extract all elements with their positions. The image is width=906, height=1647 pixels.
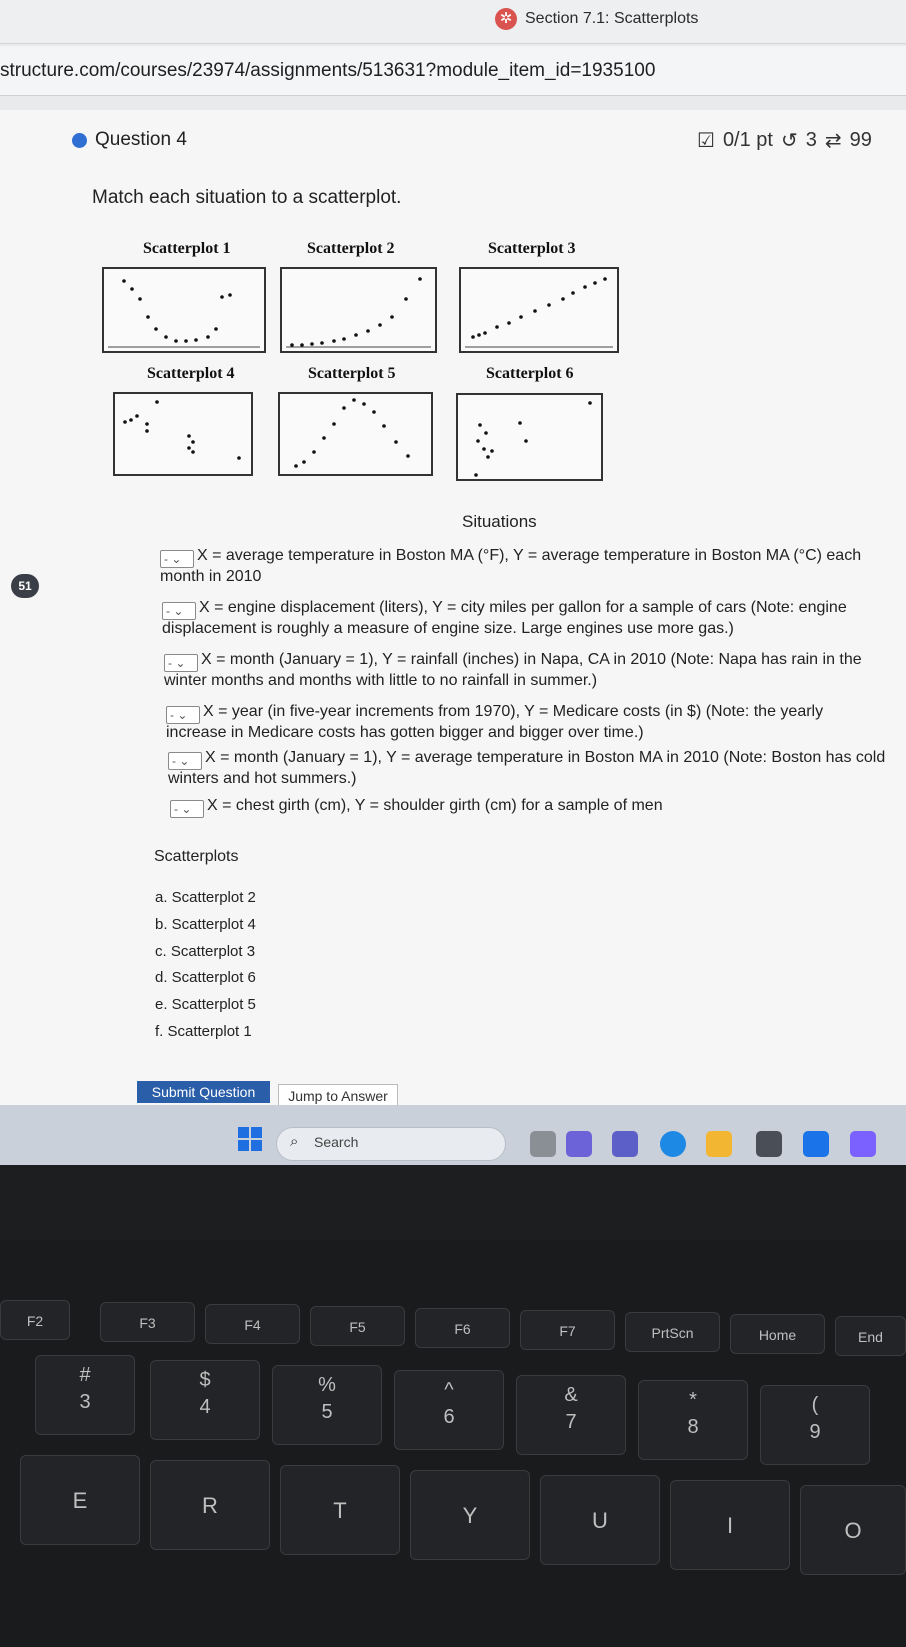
scatterplot-6-label: Scatterplot 6 — [486, 365, 574, 382]
plot-point — [404, 297, 408, 301]
plot-point — [332, 339, 336, 343]
plot-point — [382, 424, 386, 428]
plot-point — [495, 325, 499, 329]
plot-point — [547, 303, 551, 307]
key-7: & 7 — [516, 1375, 626, 1455]
plot-point — [187, 446, 191, 450]
plot-point — [130, 287, 134, 291]
plot-point — [164, 335, 168, 339]
plot-point — [123, 420, 127, 424]
key-f4: F4 — [205, 1304, 300, 1344]
plot-point — [561, 297, 565, 301]
plot-point — [478, 423, 482, 427]
key-prtscn: PrtScn — [625, 1312, 720, 1352]
browser-tab-bar — [0, 0, 906, 44]
question-title: Question 4 — [95, 129, 187, 150]
plot-point — [533, 309, 537, 313]
scatterplot-3-label: Scatterplot 3 — [488, 240, 576, 257]
plot-point — [474, 473, 478, 477]
plot-point — [194, 338, 198, 342]
plot-point — [342, 337, 346, 341]
plot-point — [490, 449, 494, 453]
situation-2-text: X = engine displacement (liters), Y = city miles per gallon for a sample of cars (Note: engine displacement is roughly a measure of engine size. Large engines use more gas.) — [162, 599, 847, 637]
plot-point — [191, 440, 195, 444]
plot-point — [154, 327, 158, 331]
scatterplot-4-svg — [115, 394, 251, 474]
situation-1-select[interactable]: - ⌄ — [160, 550, 194, 568]
key-3: # 3 — [35, 1355, 135, 1435]
situation-6-select[interactable]: - ⌄ — [170, 800, 204, 818]
search-icon: ⌕ — [290, 1133, 299, 1150]
plot-point — [418, 277, 422, 281]
plot-point — [354, 333, 358, 337]
scatterplot-4-label: Scatterplot 4 — [147, 365, 235, 382]
score-checkbox-icon: ☑ — [697, 130, 715, 152]
retry-icon[interactable]: ↺ — [780, 130, 798, 152]
situation-4-select[interactable]: - ⌄ — [166, 706, 200, 724]
situation-2-select[interactable]: - ⌄ — [162, 602, 196, 620]
plot-point — [477, 333, 481, 337]
taskbar-search-input[interactable] — [276, 1127, 506, 1161]
key-end: End — [835, 1316, 906, 1356]
key-f6: F6 — [415, 1308, 510, 1348]
task-view-icon[interactable] — [530, 1131, 556, 1157]
app-icon[interactable] — [850, 1131, 876, 1157]
situation-6 — [170, 797, 890, 818]
physical-keyboard — [0, 1240, 906, 1647]
scatterplot-1-label: Scatterplot 1 — [143, 240, 231, 257]
question-instruction: Match each situation to a scatterplot. — [92, 187, 402, 208]
plot-point — [174, 339, 178, 343]
laptop-bezel — [0, 1165, 906, 1240]
url-text[interactable]: structure.com/courses/23974/assignments/513631?module_item_id=1935100 — [0, 60, 656, 81]
key-t: T — [280, 1465, 400, 1555]
plot-point — [394, 440, 398, 444]
browser-tab[interactable] — [495, 8, 698, 30]
plot-point — [476, 439, 480, 443]
situation-5-text: X = month (January = 1), Y = average temperature in Boston MA in 2010 (Note: Boston has cold winters and hot summers.) — [168, 749, 886, 787]
windows-taskbar — [0, 1105, 906, 1165]
option-b: b. Scatterplot 4 — [155, 916, 256, 933]
option-e: e. Scatterplot 5 — [155, 996, 256, 1013]
plot-point — [471, 335, 475, 339]
key-4: $ 4 — [150, 1360, 260, 1440]
key-o: O — [800, 1485, 906, 1575]
plot-point — [187, 434, 191, 438]
plot-point — [519, 315, 523, 319]
key-u: U — [540, 1475, 660, 1565]
scatterplot-3-image — [459, 267, 619, 353]
scatterplot-3-svg — [461, 269, 617, 351]
file-explorer-icon[interactable] — [706, 1131, 732, 1157]
plot-point — [593, 281, 597, 285]
plot-point — [206, 335, 210, 339]
plot-point — [482, 447, 486, 451]
plot-point — [352, 398, 356, 402]
plot-point — [237, 456, 241, 460]
situation-4 — [166, 703, 886, 742]
plot-point — [302, 460, 306, 464]
submit-question-button[interactable]: Submit Question — [137, 1081, 270, 1103]
scatterplot-4-image — [113, 392, 253, 476]
plot-point — [145, 422, 149, 426]
scatterplot-2-image — [280, 267, 437, 353]
situation-6-text: X = chest girth (cm), Y = shoulder girth (cm) for a sample of men — [207, 797, 663, 814]
plot-point — [372, 410, 376, 414]
situation-1 — [160, 547, 880, 586]
situation-3 — [164, 651, 884, 690]
plot-point — [214, 327, 218, 331]
plot-point — [362, 402, 366, 406]
teams-icon[interactable] — [612, 1131, 638, 1157]
plot-point — [129, 418, 133, 422]
plot-point — [406, 454, 410, 458]
plot-point — [484, 431, 488, 435]
question-status-dot-icon — [72, 133, 87, 148]
plot-point — [571, 291, 575, 295]
option-a: a. Scatterplot 2 — [155, 889, 256, 906]
plot-point — [290, 343, 294, 347]
plot-point — [603, 277, 607, 281]
address-bar[interactable] — [0, 46, 906, 96]
option-d: d. Scatterplot 6 — [155, 969, 256, 986]
plot-point — [483, 331, 487, 335]
plot-point — [322, 436, 326, 440]
plot-point — [135, 414, 139, 418]
attempts-count: 99 — [849, 129, 872, 151]
tab-title: Section 7.1: Scatterplots — [525, 10, 699, 27]
plot-point — [145, 429, 149, 433]
attempts-icon: ⇄ — [824, 130, 842, 152]
key-f3: F3 — [100, 1302, 195, 1342]
plot-point — [342, 406, 346, 410]
retry-count: 3 — [805, 129, 817, 151]
situation-3-select[interactable]: - ⌄ — [164, 654, 198, 672]
scatterplot-1-svg — [104, 269, 264, 351]
plot-point — [300, 343, 304, 347]
plot-point — [366, 329, 370, 333]
option-f: f. Scatterplot 1 — [155, 1023, 252, 1040]
tab-favicon-icon: ✲ — [495, 8, 517, 30]
scatterplot-5-image — [278, 392, 433, 476]
plot-point — [191, 450, 195, 454]
key-9: ( 9 — [760, 1385, 870, 1465]
plot-point — [320, 341, 324, 345]
taskbar-search-placeholder: Search — [314, 1134, 359, 1150]
option-c: c. Scatterplot 3 — [155, 943, 256, 960]
situation-5-select[interactable]: - ⌄ — [168, 752, 202, 770]
options-heading: Scatterplots — [154, 848, 239, 865]
situation-1-text: X = average temperature in Boston MA (°F), Y = average temperature in Boston MA (°C) each month in 2010 — [160, 547, 862, 585]
plot-point — [312, 450, 316, 454]
plot-point — [390, 315, 394, 319]
scatterplot-6-image — [456, 393, 603, 481]
scatterplot-1-image — [102, 267, 266, 353]
plot-point — [294, 464, 298, 468]
key-home: Home — [730, 1314, 825, 1354]
plot-point — [378, 323, 382, 327]
score-bar — [697, 128, 872, 153]
scatterplot-5-svg — [280, 394, 431, 474]
scatterplot-2-svg — [282, 269, 435, 351]
scatterplot-6-svg — [458, 395, 601, 479]
situation-3-text: X = month (January = 1), Y = rainfall (inches) in Napa, CA in 2010 (Note: Napa has rain in the winter months and months with little to no rainfall in summer.) — [164, 651, 862, 689]
copilot-icon[interactable] — [566, 1131, 592, 1157]
outlook-icon[interactable] — [803, 1131, 829, 1157]
key-i: I — [670, 1480, 790, 1570]
store-icon[interactable] — [756, 1131, 782, 1157]
plot-point — [310, 342, 314, 346]
scatterplot-2-label: Scatterplot 2 — [307, 240, 395, 257]
plot-point — [486, 455, 490, 459]
plot-point — [228, 293, 232, 297]
plot-point — [588, 401, 592, 405]
edge-browser-icon[interactable] — [660, 1131, 686, 1157]
windows-start-icon[interactable] — [238, 1127, 262, 1151]
key-f2: F2 — [0, 1300, 70, 1340]
side-badge: 51 — [11, 574, 39, 598]
key-e: E — [20, 1455, 140, 1545]
plot-point — [155, 400, 159, 404]
scatterplot-5-label: Scatterplot 5 — [308, 365, 396, 382]
situation-4-text: X = year (in five-year increments from 1970), Y = Medicare costs (in $) (Note: the yearly increase in Medicare costs has gotten bigger and bigger over time.) — [166, 703, 824, 741]
key-6: ^ 6 — [394, 1370, 504, 1450]
key-y: Y — [410, 1470, 530, 1560]
key-8: * 8 — [638, 1380, 748, 1460]
plot-point — [146, 315, 150, 319]
assignment-page — [0, 110, 906, 1105]
plot-point — [184, 339, 188, 343]
situation-2 — [162, 599, 882, 638]
plot-point — [524, 439, 528, 443]
score-text: 0/1 pt — [722, 129, 773, 151]
key-5: % 5 — [272, 1365, 382, 1445]
situation-5 — [168, 749, 888, 788]
plot-point — [122, 279, 126, 283]
plot-point — [583, 285, 587, 289]
situations-heading: Situations — [462, 512, 537, 531]
key-r: R — [150, 1460, 270, 1550]
plot-point — [138, 297, 142, 301]
plot-point — [332, 422, 336, 426]
jump-to-answer-button[interactable]: Jump to Answer — [278, 1084, 398, 1108]
plot-point — [507, 321, 511, 325]
plot-point — [220, 295, 224, 299]
key-f5: F5 — [310, 1306, 405, 1346]
key-f7: F7 — [520, 1310, 615, 1350]
plot-point — [518, 421, 522, 425]
